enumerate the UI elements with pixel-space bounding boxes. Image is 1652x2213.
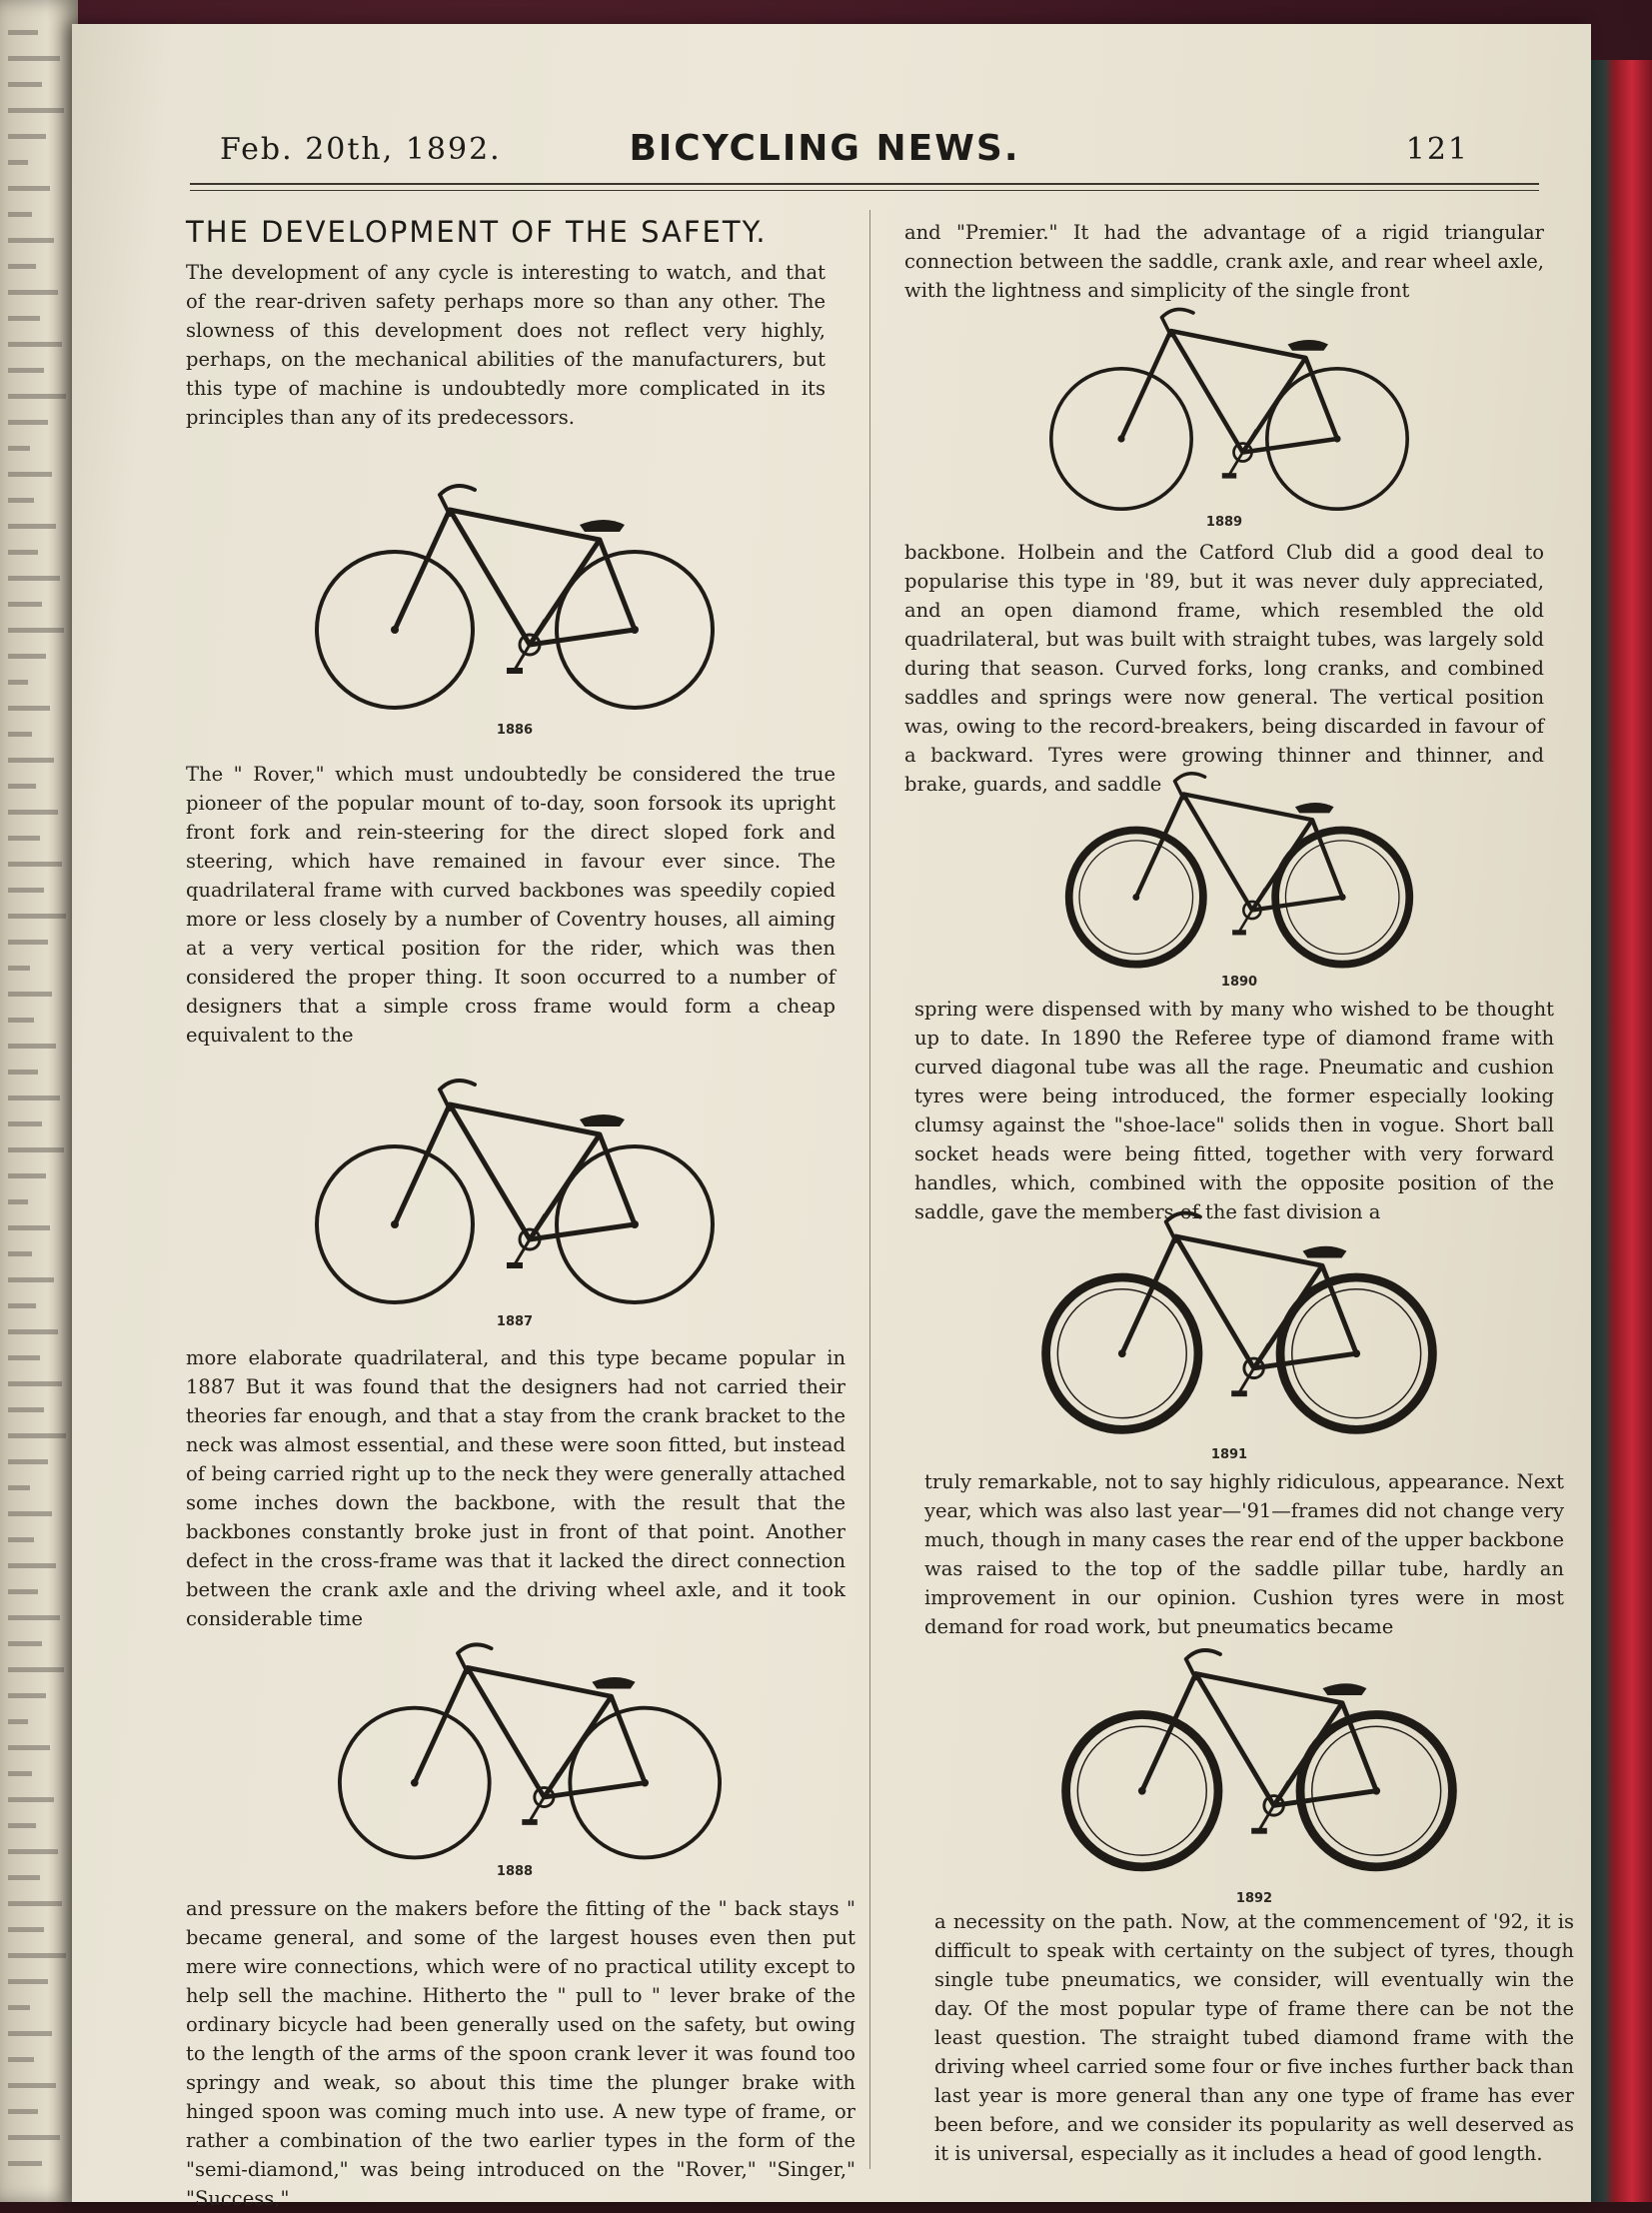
left-page-text-line	[8, 394, 66, 399]
left-page-text-line	[8, 888, 44, 893]
caption-1888: 1888	[496, 1864, 534, 1879]
caption-1891: 1891	[1210, 1447, 1248, 1462]
paragraph-4: and pressure on the makers before the fitting of the " back stays " became general, and some of the largest houses even then put mere wire connections, which were of no practical utility except to help sell the machine. Hitherto the " pull to " lever brake of the ordinary bicycle had been generally used on the safety, but owing to the length of the arms of the spoon crank lever it was found too springy and weak, so about this time the plunger brake with hinged spoon was coming much into use. A new type of frame, or rather a combination of the two earlier types in the form of the "semi-diamond," was being introduced on the "Rover," "Singer," "Success,"	[186, 1897, 855, 2210]
left-page-text-line	[8, 550, 38, 555]
header-rule-thin	[190, 190, 1539, 191]
paragraph-3: more elaborate quadrilateral, and this type became popular in 1887 But it was found that the designers had not carried their theories far enough, and that a stay from the crank bracket to the neck was almost essential, and these were soon fitted, but instead of being carried right up to the neck they were generally attached some inches down the backbone, with the result that the backbones constantly broke just in front of that point. Another defect in the cross-frame was that it lacked the direct connection between the crank axle and the driving wheel axle, and it took considerable time	[186, 1346, 845, 1630]
left-page-text-line	[8, 654, 46, 659]
left-page-text-line	[8, 160, 28, 165]
bicycle-illustration-1890	[1039, 760, 1439, 975]
bicycle-illustration-1891	[1029, 1194, 1449, 1444]
saddle	[1302, 1246, 1346, 1258]
header-date: Feb. 20th, 1892.	[220, 132, 502, 167]
left-page-text-line	[8, 264, 36, 269]
bicycle-illustration-1889	[1019, 295, 1439, 520]
left-page-text-line	[8, 966, 30, 971]
pedal	[1251, 1828, 1267, 1834]
saddle	[1288, 340, 1329, 351]
left-page-text-line	[8, 82, 42, 87]
left-page-text-line	[8, 1070, 38, 1075]
left-page-text-line	[8, 1044, 56, 1049]
left-page-text-line	[8, 2161, 42, 2166]
saddle	[1322, 1683, 1366, 1695]
left-page-text-line	[8, 1927, 44, 1932]
left-page-text-line	[8, 862, 62, 867]
header-rule	[190, 183, 1539, 185]
left-page-text-line	[8, 212, 32, 217]
left-page-text-line	[8, 784, 36, 789]
left-page-text-line	[8, 628, 64, 633]
left-page-text-line	[8, 1615, 60, 1620]
left-page-text-line	[8, 1329, 58, 1334]
left-page-text-line	[8, 836, 40, 841]
left-page-text-line	[8, 1511, 52, 1516]
pedal	[1232, 930, 1246, 935]
left-page-text-line	[8, 56, 60, 61]
left-page-text-line	[8, 940, 48, 945]
left-page-text-line	[8, 732, 32, 737]
left-page-text-line	[8, 524, 56, 529]
left-page-text-line	[8, 1953, 66, 1958]
left-page-text-line	[8, 368, 44, 373]
left-page-text-line	[8, 342, 62, 347]
header-publication-title: BICYCLING NEWS.	[629, 128, 1020, 169]
saddle	[592, 1677, 635, 1689]
column-divider	[869, 210, 870, 2169]
left-page-text-line	[8, 2135, 60, 2140]
bicycle-illustration-1886	[300, 470, 730, 720]
left-page-text-line	[8, 1563, 56, 1568]
caption-1886: 1886	[496, 723, 534, 738]
left-page-text-line	[8, 186, 50, 191]
left-page-text-line	[8, 1901, 62, 1906]
article-title: THE DEVELOPMENT OF THE SAFETY.	[186, 215, 768, 249]
left-page-text-line	[8, 1277, 54, 1282]
left-page-text-line	[8, 680, 28, 685]
left-page-text-line	[8, 1667, 64, 1672]
saddle	[1295, 803, 1334, 813]
pedal	[1222, 473, 1236, 478]
left-page-text-line	[8, 1096, 60, 1101]
left-page-text-line	[8, 602, 42, 607]
left-page-text-line	[8, 1147, 64, 1152]
left-page-text-line	[8, 1355, 40, 1360]
paragraph-5: and "Premier." It had the advantage of a rigid triangular connection between the saddle, crank axle, and rear wheel axle, with the lightness and simplicity of the single front	[904, 221, 1544, 302]
left-page-text-line	[8, 1407, 44, 1412]
left-page-text-line	[8, 290, 58, 295]
left-page-text-line	[8, 1121, 42, 1126]
pedal	[507, 1262, 523, 1268]
left-page-text-line	[8, 1303, 36, 1308]
left-page-text-line	[8, 498, 34, 503]
left-page-text-line	[8, 1225, 50, 1230]
paragraph-6: backbone. Holbein and the Catford Club did a good deal to popularise this type in '89, but it was never duly appreciated, and an open diamond frame, which resembled the old quadrilateral, but was built with straight tubes, was largely sold during that season. Curved forks, long cranks, and combined saddles and springs were now general. The vertical position was, owing to the record-breakers, being discarded in favour of a backward. Tyres were growing thinner and thinner, and brake, guards, and saddle	[904, 541, 1544, 796]
left-page-text-line	[8, 1641, 42, 1646]
paragraph-2: The " Rover," which must undoubtedly be considered the true pioneer of the popular mount of to-day, soon forsook its upright front fork and rein-steering for the direct sloped fork and steering, which have remained in favour ever since. The quadrilateral frame with curved backbones was speedily copied more or less closely by a number of Coventry houses, all aiming at a very vertical position for the rider, which was then considered the proper thing. It soon occurred to a number of designers that a simple cross frame would form a cheap equivalent to the	[186, 763, 835, 1047]
caption-1892: 1892	[1235, 1891, 1273, 1906]
left-page-text-line	[8, 1771, 32, 1776]
left-page-text-line	[8, 2005, 30, 2010]
left-page-text-line	[8, 1173, 46, 1178]
caption-1887: 1887	[496, 1314, 534, 1329]
left-page-text-line	[8, 1433, 66, 1438]
left-page-text-line	[8, 472, 52, 477]
bicycle-illustration-1888	[320, 1629, 740, 1869]
left-page-text-line	[8, 1018, 34, 1023]
left-page-text-line	[8, 1251, 32, 1256]
left-page-text-line	[8, 1979, 48, 1984]
left-page-edge	[0, 0, 78, 2202]
left-page-text-line	[8, 1849, 58, 1854]
left-page-text-line	[8, 992, 52, 997]
left-page-text-line	[8, 30, 38, 35]
left-page-text-line	[8, 108, 64, 113]
bicycle-illustration-1887	[300, 1065, 730, 1314]
paragraph-1: The development of any cycle is interesting to watch, and that of the rear-driven safety perhaps more so than any other. The slowness of this development does not reflect very highly, perhaps, on the mechanical abilities of the manufacturers, but this type of machine is undoubtedly more complicated in its principles than any of its predecessors.	[186, 261, 826, 429]
pedal	[522, 1819, 537, 1825]
saddle	[580, 520, 625, 532]
left-page-text-line	[8, 706, 50, 711]
left-page-text-line	[8, 1381, 62, 1386]
left-page-text-line	[8, 1693, 46, 1698]
left-page-text-line	[8, 1719, 28, 1724]
paragraph-7: spring were dispensed with by many who wished to be thought up to date. In 1890 the Referee type of diamond frame with curved diagonal tube was all the rage. Pneumatic and cushion tyres were being introduced, the former especially looking clumsy against the "shoe-lace" solids then in vogue. Short ball socket heads were being fitted, together with very forward handles, which, combined with the opposite position of the saddle, gave the members of the fast division a	[914, 998, 1554, 1223]
left-page-text-line	[8, 1875, 40, 1880]
left-page-text-line	[8, 238, 54, 243]
paragraph-9: a necessity on the path. Now, at the commencement of '92, it is difficult to speak with certainty on the subject of tyres, though single tube pneumatics, we consider, will eventually win the day. Of the most popular type of frame there can be not the least question. The straight tubed diamond frame with the driving wheel carried some four or five inches further back than last year is more general than any one type of frame has ever been before, and we consider its popularity as well deserved as it is universal, especially as it includes a head of good length.	[934, 1910, 1574, 2165]
paragraph-8: truly remarkable, not to say highly ridiculous, appearance. Next year, which was also last year—'91—frames did not change very much, though in many cases the rear end of the upper backbone was raised to the top of the saddle pillar tube, hardly an improvement in our opinion. Cushion tyres were in most demand for road work, but pneumatics became	[924, 1470, 1565, 1638]
caption-1890: 1890	[1220, 975, 1258, 990]
left-page-text-line	[8, 1797, 54, 1802]
left-page-text-line	[8, 914, 66, 919]
left-page-text-line	[8, 420, 48, 425]
left-page-text-line	[8, 2109, 38, 2114]
page-header	[120, 110, 1529, 180]
left-page-text-line	[8, 758, 54, 763]
left-page-text-line	[8, 1823, 36, 1828]
left-page-text-line	[8, 1745, 50, 1750]
caption-1889: 1889	[1205, 515, 1243, 530]
left-page-text-line	[8, 1485, 30, 1490]
left-page-text-line	[8, 2083, 56, 2088]
left-page-text-line	[8, 2057, 34, 2062]
left-page-text-line	[8, 316, 40, 321]
left-page-text-line	[8, 446, 30, 451]
left-page-text-line	[8, 134, 46, 139]
saddle	[580, 1114, 625, 1126]
left-page-text-line	[8, 1199, 28, 1204]
book-cover-edge	[1584, 60, 1652, 2202]
left-page-text-line	[8, 1589, 38, 1594]
left-page-text-line	[8, 810, 58, 815]
pedal	[507, 668, 523, 674]
pedal	[1231, 1390, 1247, 1396]
left-page-text-line	[8, 1459, 48, 1464]
left-page-text-line	[8, 2031, 52, 2036]
header-page-number: 121	[1405, 132, 1469, 167]
left-page-text-line	[8, 576, 60, 581]
left-page-text-line	[8, 1537, 34, 1542]
bicycle-illustration-1892	[1049, 1624, 1469, 1889]
